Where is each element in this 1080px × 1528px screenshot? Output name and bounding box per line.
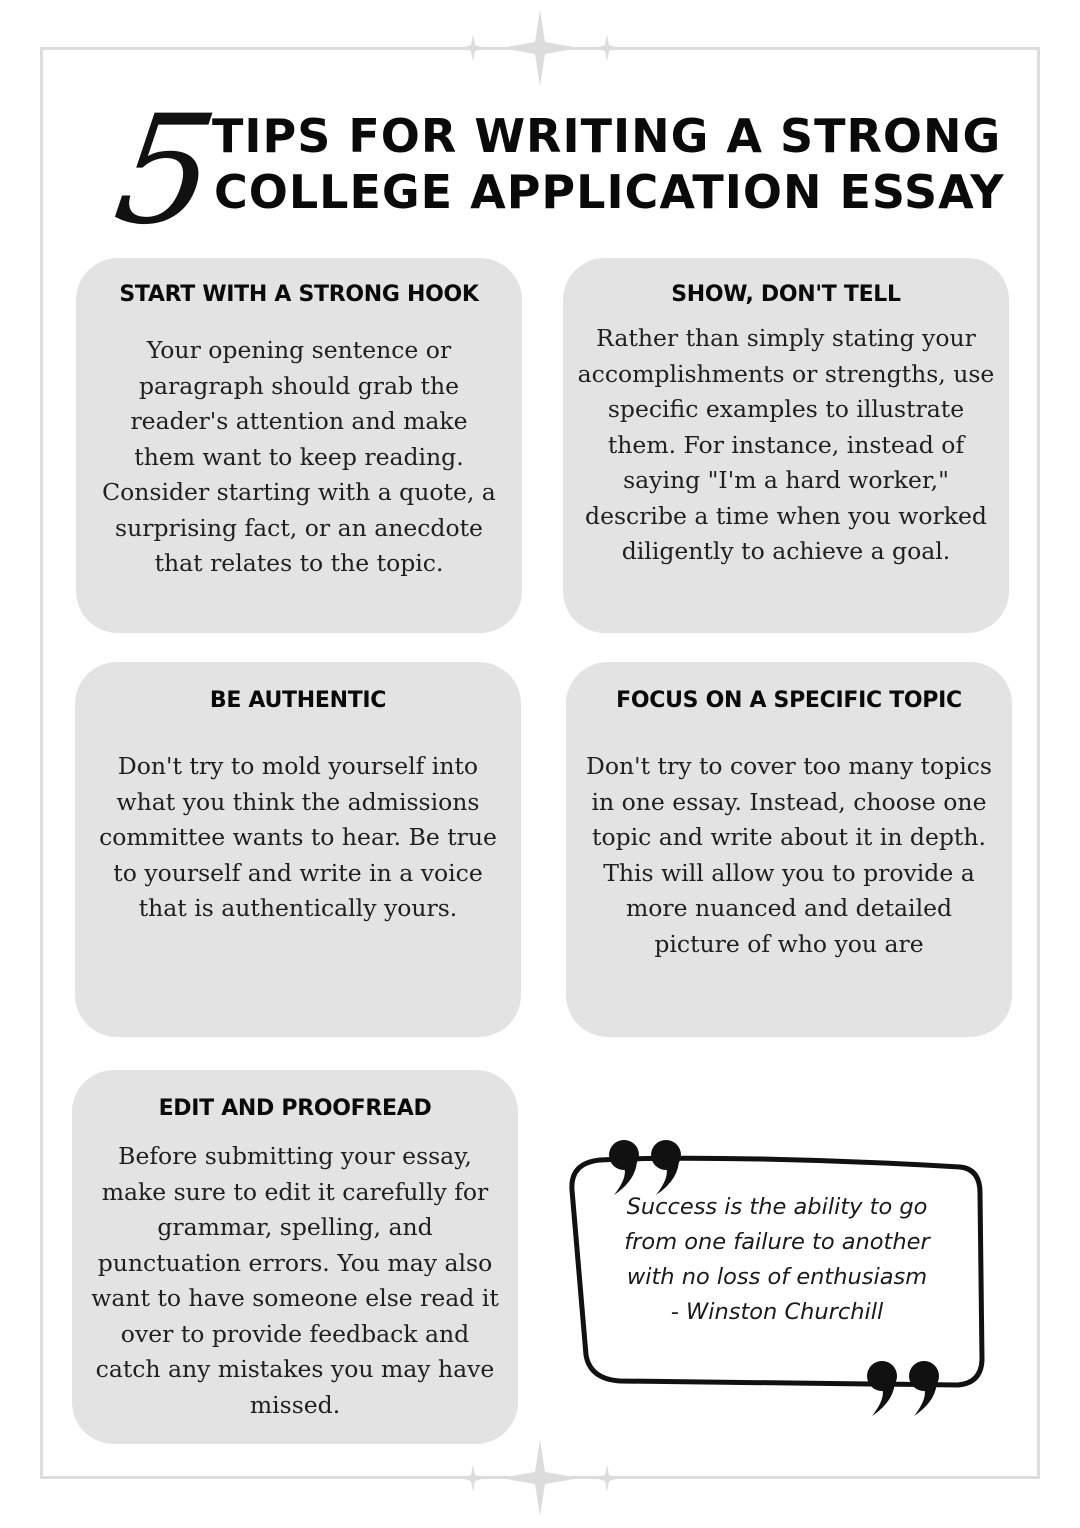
title-line-1: TIPS FOR WRITING A STRONG bbox=[212, 109, 1002, 163]
tip-card-show bbox=[563, 258, 1009, 633]
sparkle-icon bbox=[455, 8, 625, 88]
tip-card-hook bbox=[76, 258, 522, 633]
tip-body: Your opening sentence or paragraph should grab the reader's attention and make them want to keep reading. Consider starting with a quote, a surprising fact, or an anecdote that relates to the topic. bbox=[102, 336, 496, 577]
tip-body: Don't try to mold yourself into what you think the admissions committee wants to hear. Be true to yourself and write in a voice that is authentically yours. bbox=[99, 752, 497, 922]
tip-body: Rather than simply stating your accomplishments or strengths, use specific examples to illustrate them. For instance, instead of saying "I'm a hard worker," describe a time when you worked diligently to achieve a goal. bbox=[577, 324, 995, 565]
tip-heading: START WITH A STRONG HOOK bbox=[119, 282, 479, 307]
tip-heading: FOCUS ON A SPECIFIC TOPIC bbox=[616, 688, 962, 713]
tip-heading: SHOW, DON'T TELL bbox=[671, 282, 901, 307]
tip-card-authentic bbox=[75, 662, 521, 1037]
tip-body: Don't try to cover too many topics in one essay. Instead, choose one topic and write about it in depth. This will allow you to provide a more nuanced and detailed picture of who you are bbox=[586, 752, 992, 958]
quote bbox=[612, 1190, 942, 1330]
tip-card-edit bbox=[72, 1070, 518, 1444]
tip-body: Before submitting your essay, make sure to edit it carefully for grammar, spelling, and punctuation errors. You may also want to have someone else read it over to provide feedback and catch any mistakes you may have missed. bbox=[91, 1142, 499, 1419]
quote-text: Success is the ability to go from one failure to another with no loss of enthusiasm bbox=[624, 1194, 930, 1290]
tip-heading: EDIT AND PROOFREAD bbox=[158, 1096, 432, 1121]
sparkle-icon bbox=[455, 1438, 625, 1518]
close-quote-icon bbox=[862, 1358, 954, 1420]
title-number: 5 bbox=[105, 84, 226, 258]
tip-card-topic bbox=[566, 662, 1012, 1037]
title-line-2: COLLEGE APPLICATION ESSAY bbox=[214, 165, 1005, 219]
quote-author: - Winston Churchill bbox=[670, 1299, 884, 1325]
page-title bbox=[212, 108, 1005, 220]
tip-heading: BE AUTHENTIC bbox=[209, 688, 387, 713]
